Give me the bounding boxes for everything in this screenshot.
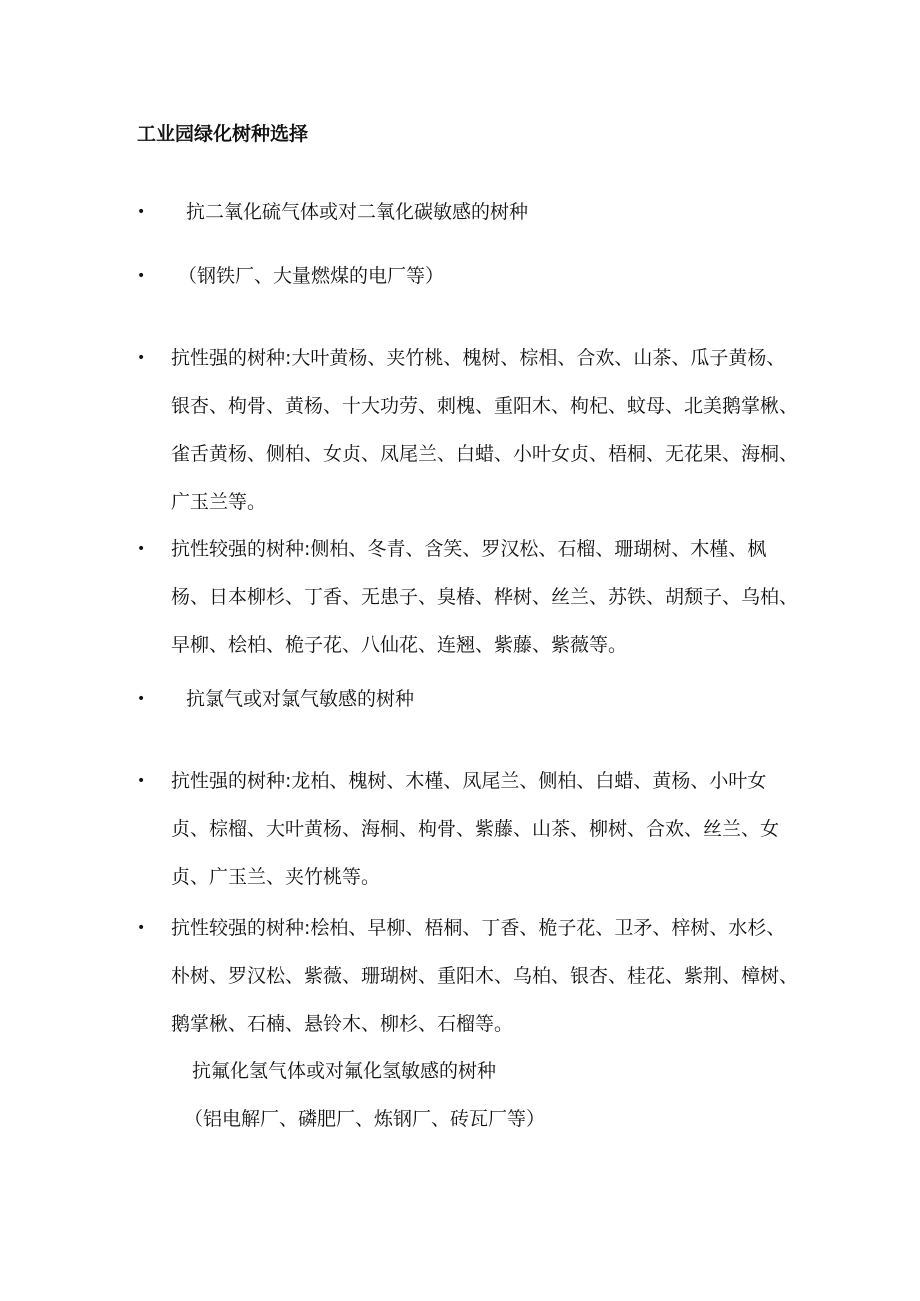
- bullet-icon: •: [137, 204, 146, 220]
- bullet-icon: •: [137, 350, 146, 366]
- section-note-hf: （铝电解厂、磷肥厂、炼钢厂、砖瓦厂等）: [184, 1108, 546, 1130]
- bullet-icon: •: [137, 691, 146, 707]
- bullet-icon: •: [137, 268, 146, 284]
- cl-strong-species: 抗性强的树种:龙柏、槐树、木槿、凤尾兰、侧柏、白蜡、黄杨、小叶女贞、棕榴、大叶黄杨、海桐、枸骨、紫藤、山茶、柳树、合欢、丝兰、女贞、广玉兰、夹竹桃等。: [171, 770, 780, 888]
- bullet-icon: •: [137, 920, 146, 936]
- section-heading-so2: 抗二氧化硫气体或对二氧化碳敏感的树种: [186, 201, 529, 223]
- cl-medium-species: 抗性较强的树种:桧柏、早柳、梧桐、丁香、桅子花、卫矛、梓树、水杉、朴树、罗汉松、紫薇、珊瑚树、重阳木、乌柏、银杏、桂花、紫荆、樟树、鹅掌楸、石楠、悬铃木、柳杉、石榴等。: [171, 917, 799, 1035]
- section-heading-hf: 抗氟化氢气体或对氟化氢敏感的树种: [192, 1060, 497, 1082]
- so2-strong-species: 抗性强的树种:大叶黄杨、夹竹桃、槐树、棕相、合欢、山茶、瓜子黄杨、银杏、枸骨、黄杨、十大功劳、刺槐、重阳木、枸杞、蚊母、北美鹅掌楸、雀舌黄杨、侧柏、女贞、凤尾兰、白蜡、小叶女贞、梧桐、无花果、海桐、广玉兰等。: [171, 347, 799, 513]
- section-note-so2: （钢铁厂、大量燃煤的电厂等）: [178, 265, 445, 287]
- so2-medium-species: 抗性较强的树种:侧柏、冬青、含笑、罗汉松、石榴、珊瑚树、木槿、枫杨、日本柳杉、丁香、无患子、臭椿、桦树、丝兰、苏铁、胡颓子、乌柏、早柳、桧柏、桅子花、八仙花、连翘、紫藤、紫薇等。: [171, 538, 799, 656]
- bullet-icon: •: [137, 773, 146, 789]
- bullet-icon: •: [137, 541, 146, 557]
- document-title: 工业园绿化树种选择: [137, 123, 309, 145]
- section-heading-cl: 抗氯气或对氯气敏感的树种: [186, 688, 415, 710]
